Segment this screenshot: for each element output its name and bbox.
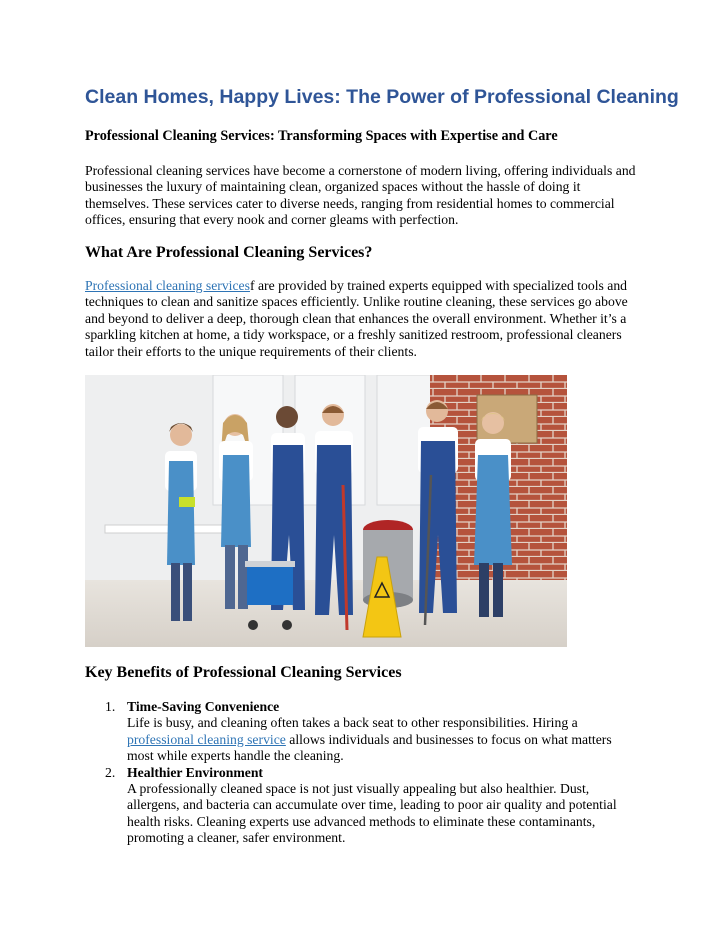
professional-cleaning-service-link[interactable]: professional cleaning service [127,731,286,747]
list-number: 2. [105,764,116,780]
benefit-text: A professionally cleaned space is not just visually appealing but also healthier. Dust, allergens, and bacteria can accumulate over time, leading to poor air quality and potential health risks. Cleaning experts use advanced methods to eliminate these contaminants, promoting a cleaner, safer environment. [127,781,617,846]
benefit-text-continued: allows individuals and businesses to focus on what matters most while experts handle the cleaning. [127,731,612,764]
subtitle: Professional Cleaning Services: Transforming Spaces with Expertise and Care [85,128,558,144]
benefits-list [85,699,637,847]
benefit-title: Healthier Environment [127,764,263,780]
section-heading-key-benefits: Key Benefits of Professional Cleaning Services [85,664,402,681]
section-heading-what-are: What Are Professional Cleaning Services? [85,244,373,261]
intro-paragraph: Professional cleaning services have become a cornerstone of modern living, offering individuals and businesses the luxury of maintaining clean, organized spaces without the hassle of doing it themselves. These services cater to diverse needs, ranging from residential homes to commercial offices, ensuring that every nook and corner gleams with perfection. [85,163,636,228]
list-number: 1. [105,699,116,714]
benefit-title: Time-Saving Convenience [127,699,280,714]
list-item [85,765,637,847]
professional-cleaning-services-link[interactable]: Professional cleaning services [85,278,250,293]
cleaning-team-photo [85,375,567,647]
section1-paragraph [85,278,637,360]
list-item [85,699,637,765]
benefit-text: Life is busy, and cleaning often takes a back seat to other responsibilities. Hiring a [127,715,578,731]
section1-body-text: f are provided by trained experts equipped with specialized tools and techniques to clean and sanitize spaces efficiently. Unlike routine cleaning, these services go above and beyond to deliver a deep, thorough clean that enhances the overall environment. Whether it’s a sparkling kitchen at home, a tidy workspace, or a freshly sanitized restroom, professional cleaners tailor their efforts to the unique requirements of their clients. [85,278,628,359]
document-title: Clean Homes, Happy Lives: The Power of Professional Cleaning [85,86,679,108]
